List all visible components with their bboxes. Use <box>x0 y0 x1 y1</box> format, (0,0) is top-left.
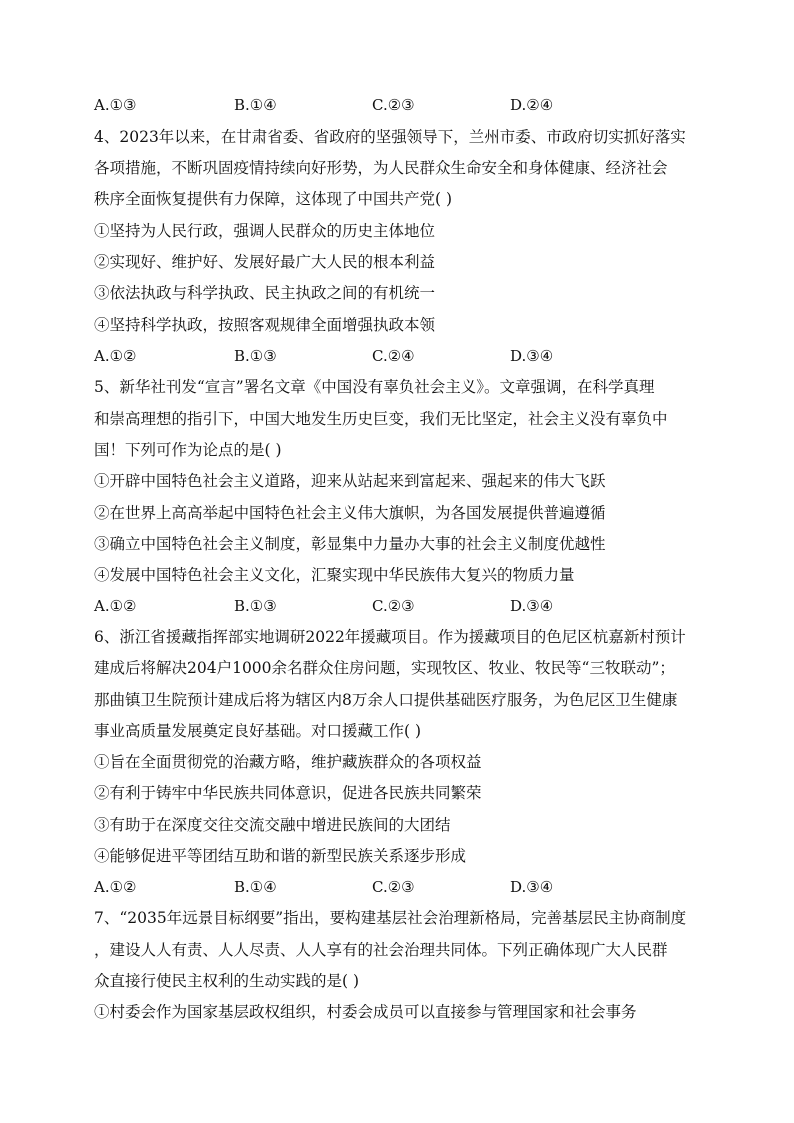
option-d[interactable]: D.③④ <box>510 347 554 365</box>
q4-statement: ③依法执政与科学执政、民主执政之间的有机统一 <box>94 284 436 302</box>
q6-statement: ③有助于在深度交往交流交融中增进民族间的大团结 <box>94 816 451 834</box>
option-a[interactable]: A.①② <box>94 878 137 896</box>
q6-statement: ②有利于铸牢中华民族共同体意识，促进各民族共同繁荣 <box>94 784 482 802</box>
q4-stem-line: 4、2023年以来，在甘肃省委、省政府的坚强领导下，兰州市委、市政府切实抓好落实 <box>94 128 686 146</box>
q7-statement: ①村委会作为国家基层政权组织，村委会成员可以直接参与管理国家和社会事务 <box>94 1003 637 1021</box>
q6-stem-line: 6、浙江省援藏指挥部实地调研2022年援藏项目。作为援藏项目的色尼区杭嘉新村预计 <box>94 628 686 646</box>
q4-statement: ②实现好、维护好、发展好最广大人民的根本利益 <box>94 253 436 271</box>
q7-stem-line: 众直接行使民主权利的生动实践的是( ) <box>94 972 360 990</box>
q7-stem-line: 7、“2035年远景目标纲要”指出，要构建基层社会治理新格局，完善基层民主协商制度 <box>94 909 687 927</box>
q5-statement: ②在世界上高高举起中国特色社会主义伟大旗帜，为各国发展提供普遍遵循 <box>94 504 606 522</box>
q5-stem-line: 5、新华社刊发“宣言”署名文章《中国没有辜负社会主义》。文章强调，在科学真理 <box>94 378 655 396</box>
q5-stem-line: 和崇高理想的指引下，中国大地发生历史巨变，我们无比坚定，社会主义没有辜负中 <box>94 410 668 428</box>
option-d[interactable]: D.③④ <box>510 597 554 615</box>
option-c[interactable]: C.②④ <box>372 347 415 365</box>
q4-statement: ④坚持科学执政，按照客观规律全面增强执政本领 <box>94 316 436 334</box>
option-b[interactable]: B.①③ <box>234 597 277 615</box>
q5-statement: ④发展中国特色社会主义文化，汇聚实现中华民族伟大复兴的物质力量 <box>94 566 575 584</box>
option-a[interactable]: A.①③ <box>94 96 137 114</box>
q5-statement: ③确立中国特色社会主义制度，彰显集中力量办大事的社会主义制度优越性 <box>94 535 606 553</box>
q3-options <box>94 95 704 115</box>
q4-statement: ①坚持为人民行政，强调人民群众的历史主体地位 <box>94 222 436 240</box>
q4-options <box>94 346 704 366</box>
option-a[interactable]: A.①② <box>94 597 137 615</box>
option-d[interactable]: D.③④ <box>510 878 554 896</box>
option-b[interactable]: B.①③ <box>234 347 277 365</box>
option-d[interactable]: D.②④ <box>510 96 554 114</box>
q5-statement: ①开辟中国特色社会主义道路，迎来从站起来到富起来、强起来的伟大飞跃 <box>94 472 606 490</box>
q4-stem-line: 各项措施，不断巩固疫情持续向好形势，为人民群众生命安全和身体健康、经济社会 <box>94 159 668 177</box>
q6-stem-line: 建成后将解决204户1000余名群众住房问题，实现牧区、牧业、牧民等“三牧联动”； <box>94 659 675 677</box>
q7-stem-line: ，建设人人有责、人人尽责、人人享有的社会治理共同体。下列正确体现广大人民群 <box>94 941 668 959</box>
q6-stem-line: 那曲镇卫生院预计建成后将为辖区内8万余人口提供基础医疗服务，为色尼区卫生健康 <box>94 691 678 709</box>
option-b[interactable]: B.①④ <box>234 878 277 896</box>
q6-options <box>94 877 704 897</box>
q5-options <box>94 596 704 616</box>
q4-stem-line: 秩序全面恢复提供有力保障，这体现了中国共产党( ) <box>94 190 453 208</box>
option-c[interactable]: C.②③ <box>372 597 415 615</box>
q6-statement: ①旨在全面贯彻党的治藏方略，维护藏族群众的各项权益 <box>94 753 482 771</box>
option-a[interactable]: A.①② <box>94 347 137 365</box>
option-b[interactable]: B.①④ <box>234 96 277 114</box>
option-c[interactable]: C.②③ <box>372 96 415 114</box>
option-c[interactable]: C.②③ <box>372 878 415 896</box>
q6-stem-line: 事业高质量发展奠定良好基础。对口援藏工作( ) <box>94 722 422 740</box>
q6-statement: ④能够促进平等团结互助和谐的新型民族关系逐步形成 <box>94 847 467 865</box>
q5-stem-line: 国！下列可作为论点的是( ) <box>94 441 282 459</box>
